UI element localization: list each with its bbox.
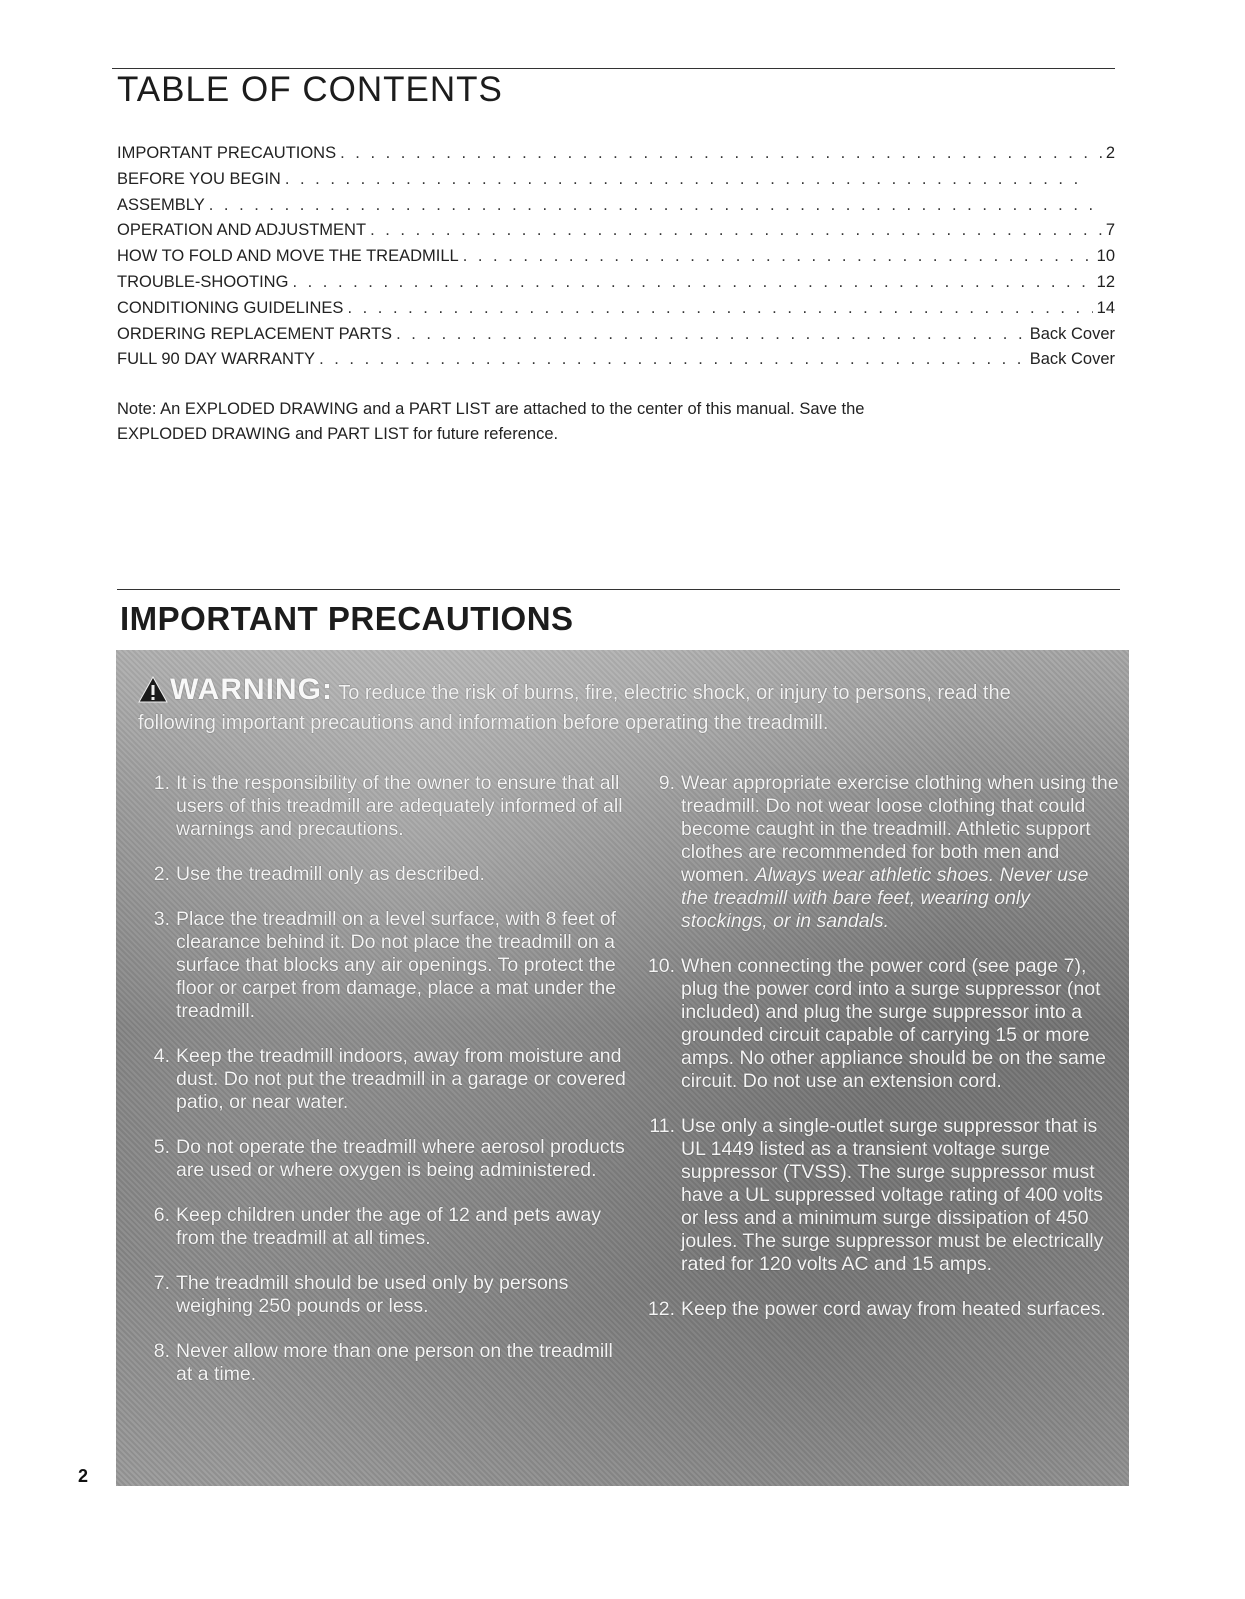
warning-panel bbox=[116, 650, 1129, 1486]
precaution-item bbox=[641, 1115, 1121, 1276]
warning-word: WARNING: bbox=[170, 673, 333, 706]
warning-triangle-icon bbox=[138, 676, 168, 710]
toc-entry[interactable] bbox=[117, 350, 1115, 376]
item-number: 3. bbox=[153, 908, 170, 930]
toc-entry-label: IMPORTANT PRECAUTIONS bbox=[117, 144, 337, 162]
toc-leader-dots bbox=[463, 247, 1093, 266]
toc-entry-label: FULL 90 DAY WARRANTY bbox=[117, 350, 316, 369]
item-text: Do not operate the treadmill where aerosol products are used or where oxygen is being administered. bbox=[176, 1136, 625, 1181]
toc-entry[interactable] bbox=[117, 196, 1102, 222]
toc-entry-label: HOW TO FOLD AND MOVE THE TREADMILL bbox=[117, 247, 459, 266]
toc-leader-dots bbox=[347, 299, 1092, 318]
precaution-item bbox=[136, 863, 631, 886]
item-text: Never allow more than one person on the treadmill at a time. bbox=[176, 1340, 613, 1385]
toc-entry[interactable] bbox=[117, 144, 1115, 170]
precaution-item bbox=[136, 908, 631, 1023]
toc-entry-page: 12 bbox=[1096, 272, 1115, 291]
precaution-item bbox=[136, 1204, 631, 1250]
toc-leader-dots bbox=[340, 144, 1102, 163]
toc-note-line: EXPLODED DRAWING and PART LIST for future reference. bbox=[117, 425, 559, 443]
toc-leader-dots bbox=[292, 273, 1092, 292]
page-number: 2 bbox=[78, 1466, 89, 1486]
item-number: 1. bbox=[153, 772, 170, 794]
toc-entry[interactable] bbox=[117, 325, 1115, 351]
item-number: 9. bbox=[658, 772, 675, 794]
toc-entry[interactable] bbox=[117, 299, 1115, 325]
toc-note bbox=[117, 397, 1117, 447]
precaution-item bbox=[136, 1045, 631, 1114]
item-text: Keep the power cord away from heated surfaces. bbox=[681, 1298, 1106, 1320]
toc-entry-label: ASSEMBLY bbox=[117, 195, 205, 214]
warning-text: following important precautions and information before operating the treadmill. bbox=[138, 712, 829, 734]
item-number: 12. bbox=[647, 1298, 675, 1320]
item-number: 5. bbox=[153, 1136, 170, 1158]
item-text: The treadmill should be used only by persons weighing 250 pounds or less. bbox=[176, 1272, 569, 1317]
item-text: It is the responsibility of the owner to ensure that all users of this treadmill are adequately informed of all warnings and precautions. bbox=[176, 772, 623, 840]
toc-entry-label: OPERATION AND ADJUSTMENT bbox=[117, 221, 367, 240]
item-number: 6. bbox=[153, 1204, 170, 1226]
toc-entry-label: TROUBLE-SHOOTING bbox=[117, 272, 289, 291]
precautions-left-column bbox=[136, 772, 631, 1386]
item-number: 8. bbox=[153, 1340, 170, 1362]
toc-entry-page: 14 bbox=[1096, 298, 1115, 317]
item-text: Wear appropriate exercise clothing when using the treadmill. Do not wear loose clothing that could become caught in the treadmill. Athletic support clothes are recommended for both men and women. bbox=[681, 772, 1119, 886]
precaution-item bbox=[136, 1340, 631, 1386]
toc-note-line: Note: An EXPLODED DRAWING and a PART LIST are attached to the center of this manual. Save the bbox=[117, 400, 865, 418]
toc-entry-page: Back Cover bbox=[1029, 350, 1115, 369]
item-text: Use only a single-outlet surge suppressor that is UL 1449 listed as a transient voltage surge suppressor (TVSS). The surge suppressor must have a UL suppressed voltage rating of 400 volts or less and a minimum surge dissipation of 450 joules. The surge suppressor must be electrically rated for 120 volts AC and 15 amps. bbox=[681, 1115, 1104, 1275]
item-text: When connecting the power cord (see page 7), plug the power cord into a surge suppressor (not included) and plug the surge suppressor into a grounded circuit capable of carrying 15 or more amps. No other appliance should be on the same circuit. Do not use an extension cord. bbox=[681, 955, 1106, 1092]
item-number: 10. bbox=[647, 955, 675, 977]
item-text: Keep the treadmill indoors, away from moisture and dust. Do not put the treadmill in a garage or covered patio, or near water. bbox=[176, 1045, 626, 1113]
item-text: Use the treadmill only as described. bbox=[176, 863, 485, 885]
warning-header bbox=[138, 673, 1113, 736]
toc-entry-label: CONDITIONING GUIDELINES bbox=[117, 298, 344, 317]
precautions-right-column bbox=[641, 772, 1121, 1321]
toc-list bbox=[117, 144, 1115, 376]
toc-entry-label: ORDERING REPLACEMENT PARTS bbox=[117, 324, 393, 343]
precaution-item bbox=[136, 772, 631, 841]
toc-entry-label: BEFORE YOU BEGIN bbox=[117, 169, 281, 188]
precaution-item bbox=[641, 1298, 1121, 1321]
toc-entry-page: 10 bbox=[1096, 247, 1115, 266]
toc-entry[interactable] bbox=[117, 170, 1090, 196]
toc-entry[interactable] bbox=[117, 247, 1115, 273]
section-rule bbox=[117, 589, 1120, 590]
item-number: 4. bbox=[153, 1045, 170, 1067]
toc-leader-dots bbox=[396, 325, 1026, 344]
toc-entry-page: Back Cover bbox=[1029, 324, 1115, 343]
item-number: 11. bbox=[649, 1115, 675, 1137]
item-text: Place the treadmill on a level surface, with 8 feet of clearance behind it. Do not place the treadmill on a surface that blocks any air openings. To protect the floor or carpet from damage, place a mat under the treadmill. bbox=[176, 908, 617, 1022]
toc-entry[interactable] bbox=[117, 273, 1115, 299]
toc-leader-dots bbox=[370, 221, 1102, 240]
precaution-item bbox=[641, 772, 1121, 933]
precaution-item bbox=[641, 955, 1121, 1093]
item-text: Keep children under the age of 12 and pets away from the treadmill at all times. bbox=[176, 1204, 601, 1249]
toc-leader-dots bbox=[209, 196, 1098, 215]
toc-leader-dots bbox=[285, 170, 1086, 189]
precaution-item bbox=[136, 1272, 631, 1318]
toc-entry-page: 7 bbox=[1105, 221, 1115, 240]
toc-entry[interactable] bbox=[117, 221, 1115, 247]
precautions-title: IMPORTANT PRECAUTIONS bbox=[120, 600, 574, 637]
toc-entry-page: 2 bbox=[1105, 144, 1115, 162]
precaution-item bbox=[136, 1136, 631, 1182]
toc-title: TABLE OF CONTENTS bbox=[117, 70, 503, 109]
item-number: 2. bbox=[153, 863, 170, 885]
item-number: 7. bbox=[153, 1272, 170, 1294]
toc-leader-dots bbox=[319, 350, 1026, 369]
warning-text: To reduce the risk of burns, fire, electric shock, or injury to persons, read the bbox=[338, 682, 1011, 704]
top-rule bbox=[112, 68, 1115, 69]
item-text-emphasis: Always wear athletic shoes. Never use the treadmill with bare feet, wearing only stockings, or in sandals. bbox=[681, 864, 1089, 932]
